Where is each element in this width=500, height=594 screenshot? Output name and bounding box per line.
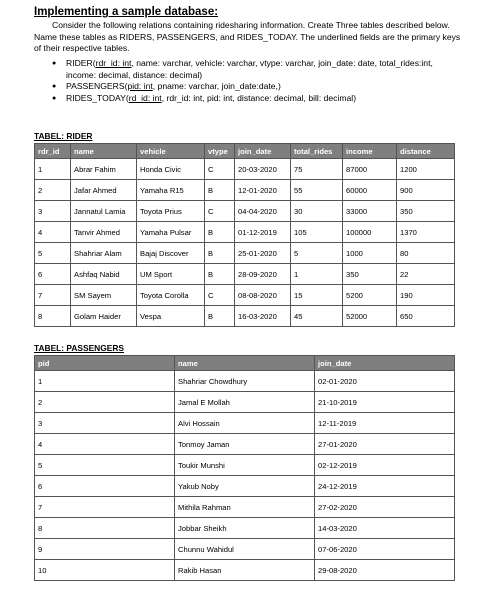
passengers-table-caption: TABEL: PASSENGERS bbox=[34, 343, 124, 353]
table-cell: 14-03-2020 bbox=[315, 518, 455, 539]
table-cell: Tanvir Ahmed bbox=[71, 222, 137, 243]
table-row bbox=[35, 518, 455, 539]
table-cell: 105 bbox=[291, 222, 343, 243]
table-cell: 27-01-2020 bbox=[315, 434, 455, 455]
table-row bbox=[35, 455, 455, 476]
table-cell: Honda Civic bbox=[137, 159, 205, 180]
table-cell: B bbox=[205, 180, 235, 201]
table-cell: 1 bbox=[35, 371, 175, 392]
table-cell: B bbox=[205, 222, 235, 243]
bullet-rest: , rdr_id: int, pid: int, distance: decimal, bill: decimal) bbox=[161, 92, 357, 103]
table-cell: 5200 bbox=[343, 285, 397, 306]
table-cell: 2 bbox=[35, 180, 71, 201]
table-header-row bbox=[35, 144, 455, 159]
column-header: income bbox=[343, 144, 397, 159]
table-cell: 1 bbox=[35, 159, 71, 180]
table-row bbox=[35, 392, 455, 413]
primary-key: rd_id: int bbox=[128, 92, 162, 103]
table-cell: 5 bbox=[35, 243, 71, 264]
table-cell: 10 bbox=[35, 560, 175, 581]
table-row bbox=[35, 560, 455, 581]
bullet-rider-schema bbox=[52, 58, 462, 81]
table-row bbox=[35, 201, 455, 222]
table-cell: 6 bbox=[35, 264, 71, 285]
table-cell: 1370 bbox=[397, 222, 455, 243]
rider-table-caption: TABEL: RIDER bbox=[34, 131, 93, 141]
table-cell: Chunnu Wahidul bbox=[175, 539, 315, 560]
intro-paragraph: Consider the following relations containing ridesharing information. Create Three tables described below. Name these tables as RIDERS, PASSENGERS, and RIDES_TODAY. The underlined fields are the primary keys of their respective tables. bbox=[34, 20, 461, 54]
table-cell: B bbox=[205, 243, 235, 264]
table-cell: Ashfaq Nabid bbox=[71, 264, 137, 285]
column-header: pid bbox=[35, 356, 175, 371]
column-header: name bbox=[175, 356, 315, 371]
table-cell: Vespa bbox=[137, 306, 205, 327]
table-cell: 1000 bbox=[343, 243, 397, 264]
table-row bbox=[35, 371, 455, 392]
table-cell: Shahriar Alam bbox=[71, 243, 137, 264]
table-cell: 5 bbox=[291, 243, 343, 264]
table-header-row bbox=[35, 356, 455, 371]
table-cell: C bbox=[205, 201, 235, 222]
table-cell: 7 bbox=[35, 285, 71, 306]
table-row bbox=[35, 413, 455, 434]
table-cell: 1200 bbox=[397, 159, 455, 180]
table-cell: C bbox=[205, 285, 235, 306]
table-cell: 25-01-2020 bbox=[235, 243, 291, 264]
table-cell: 5 bbox=[35, 455, 175, 476]
table-cell: Tonmoy Jaman bbox=[175, 434, 315, 455]
table-cell: Jafar Ahmed bbox=[71, 180, 137, 201]
column-header: total_rides bbox=[291, 144, 343, 159]
primary-key: rdr_id: int bbox=[95, 58, 132, 68]
table-cell: 80 bbox=[397, 243, 455, 264]
rider-table bbox=[34, 143, 455, 327]
table-cell: 650 bbox=[397, 306, 455, 327]
table-cell: 12-01-2020 bbox=[235, 180, 291, 201]
table-cell: 52000 bbox=[343, 306, 397, 327]
table-cell: 24-12-2019 bbox=[315, 476, 455, 497]
table-cell: 60000 bbox=[343, 180, 397, 201]
table-row bbox=[35, 434, 455, 455]
table-cell: 07-06-2020 bbox=[315, 539, 455, 560]
table-cell: Rakib Hasan bbox=[175, 560, 315, 581]
table-cell: 190 bbox=[397, 285, 455, 306]
table-cell: 55 bbox=[291, 180, 343, 201]
table-cell: Shahriar Chowdhury bbox=[175, 371, 315, 392]
table-cell: 01-12-2019 bbox=[235, 222, 291, 243]
bullet-rest: , pname: varchar, join_date:date,) bbox=[152, 81, 281, 92]
table-cell: Golam Haider bbox=[71, 306, 137, 327]
table-row bbox=[35, 264, 455, 285]
table-cell: 4 bbox=[35, 434, 175, 455]
table-cell: 15 bbox=[291, 285, 343, 306]
table-row bbox=[35, 243, 455, 264]
table-cell: Toyota Prius bbox=[137, 201, 205, 222]
bullet-prefix: RIDER( bbox=[66, 58, 96, 68]
table-cell: 350 bbox=[397, 201, 455, 222]
table-cell: B bbox=[205, 264, 235, 285]
table-cell: Jobbar Sheikh bbox=[175, 518, 315, 539]
bullet-prefix: PASSENGERS( bbox=[66, 81, 128, 92]
table-cell: 75 bbox=[291, 159, 343, 180]
table-cell: 7 bbox=[35, 497, 175, 518]
table-cell: Bajaj Discover bbox=[137, 243, 205, 264]
table-cell: 2 bbox=[35, 392, 175, 413]
schema-bullet-list bbox=[52, 58, 462, 104]
column-header: distance bbox=[397, 144, 455, 159]
table-cell: 02-01-2020 bbox=[315, 371, 455, 392]
table-cell: 21-10-2019 bbox=[315, 392, 455, 413]
table-cell: C bbox=[205, 159, 235, 180]
table-cell: 87000 bbox=[343, 159, 397, 180]
table-cell: 350 bbox=[343, 264, 397, 285]
table-cell: 02-12-2019 bbox=[315, 455, 455, 476]
table-cell: 08-08-2020 bbox=[235, 285, 291, 306]
table-cell: 20-03-2020 bbox=[235, 159, 291, 180]
table-cell: 8 bbox=[35, 306, 71, 327]
table-row bbox=[35, 476, 455, 497]
table-cell: 9 bbox=[35, 539, 175, 560]
table-row bbox=[35, 159, 455, 180]
table-cell: Alvi Hossain bbox=[175, 413, 315, 434]
column-header: vtype bbox=[205, 144, 235, 159]
bullet-rides-today-schema bbox=[52, 93, 462, 105]
primary-key: pid: int bbox=[127, 81, 153, 92]
table-cell: 3 bbox=[35, 201, 71, 222]
table-cell: Yakub Noby bbox=[175, 476, 315, 497]
table-cell: 4 bbox=[35, 222, 71, 243]
table-cell: Toukir Munshi bbox=[175, 455, 315, 476]
page-heading: Implementing a sample database: bbox=[34, 6, 219, 18]
bullet-passengers-schema bbox=[52, 81, 462, 93]
table-cell: Yamaha Pulsar bbox=[137, 222, 205, 243]
table-cell: 45 bbox=[291, 306, 343, 327]
table-cell: 04-04-2020 bbox=[235, 201, 291, 222]
column-header: name bbox=[71, 144, 137, 159]
table-cell: 16-03-2020 bbox=[235, 306, 291, 327]
table-cell: 12-11-2019 bbox=[315, 413, 455, 434]
column-header: join_date bbox=[315, 356, 455, 371]
table-row bbox=[35, 539, 455, 560]
table-cell: Jamal E Mollah bbox=[175, 392, 315, 413]
table-cell: 29-08-2020 bbox=[315, 560, 455, 581]
table-cell: Toyota Corolla bbox=[137, 285, 205, 306]
table-cell: B bbox=[205, 306, 235, 327]
column-header: rdr_id bbox=[35, 144, 71, 159]
table-row bbox=[35, 180, 455, 201]
table-cell: Jannatul Lamia bbox=[71, 201, 137, 222]
bullet-rest: , name: varchar, vehicle: varchar, vtype: varchar, join_date: date, total_rides:int, income: decimal, distance: decimal) bbox=[66, 58, 433, 80]
table-row bbox=[35, 306, 455, 327]
table-cell: Yamaha R15 bbox=[137, 180, 205, 201]
table-cell: 30 bbox=[291, 201, 343, 222]
table-cell: 8 bbox=[35, 518, 175, 539]
column-header: vehicle bbox=[137, 144, 205, 159]
table-row bbox=[35, 285, 455, 306]
table-cell: 22 bbox=[397, 264, 455, 285]
table-cell: 900 bbox=[397, 180, 455, 201]
passengers-table bbox=[34, 355, 455, 581]
table-cell: 100000 bbox=[343, 222, 397, 243]
table-cell: 3 bbox=[35, 413, 175, 434]
table-cell: 28-09-2020 bbox=[235, 264, 291, 285]
table-cell: 6 bbox=[35, 476, 175, 497]
bullet-prefix: RIDES_TODAY( bbox=[66, 92, 129, 103]
column-header: join_date bbox=[235, 144, 291, 159]
table-cell: Abrar Fahim bbox=[71, 159, 137, 180]
table-row bbox=[35, 222, 455, 243]
table-cell: Mithila Rahman bbox=[175, 497, 315, 518]
table-cell: 27-02-2020 bbox=[315, 497, 455, 518]
table-cell: UM Sport bbox=[137, 264, 205, 285]
table-row bbox=[35, 497, 455, 518]
table-cell: 1 bbox=[291, 264, 343, 285]
intro-text bbox=[34, 20, 464, 55]
table-cell: SM Sayem bbox=[71, 285, 137, 306]
table-cell: 33000 bbox=[343, 201, 397, 222]
